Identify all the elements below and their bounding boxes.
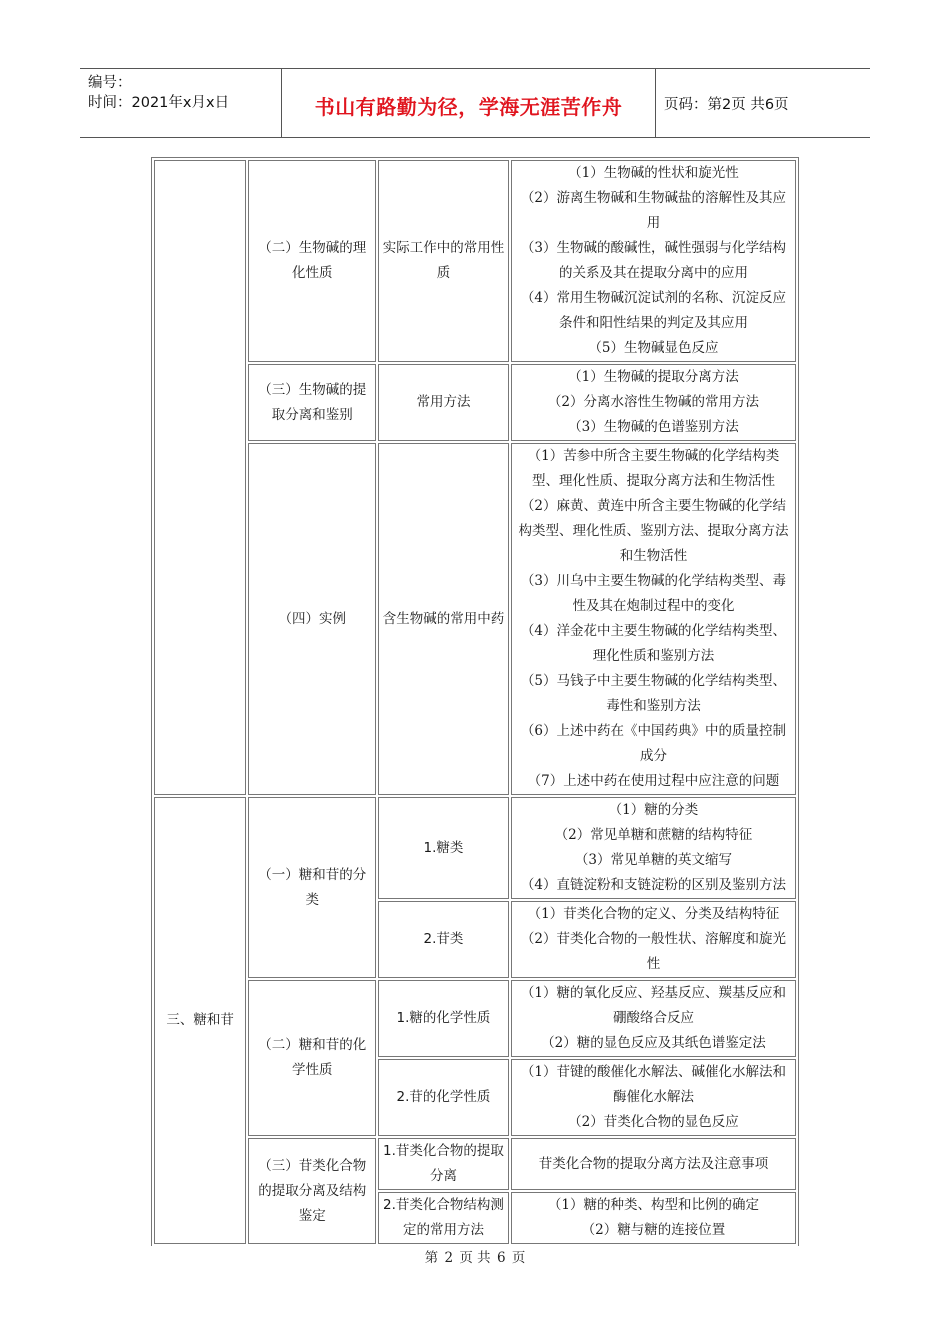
requirement-item: （1）糖的分类 (608, 802, 699, 818)
footer-total-pages: 6 (496, 1250, 506, 1266)
footer-current-page: 2 (444, 1250, 454, 1266)
header-motto: 书山有路勤为径，学海无涯苦作舟 (314, 95, 623, 119)
requirement-item: （2）糖的显色反应及其纸色谱鉴定法 (541, 1035, 766, 1051)
subsection-title-cell: （四）实例 (248, 443, 376, 795)
table-row (154, 797, 796, 899)
subsection-title-cell: （一）糖和苷的分类 (248, 797, 376, 978)
requirement-item: （1）苷类化合物的定义、分类及结构特征 (527, 906, 780, 922)
requirements-cell (511, 364, 796, 441)
requirement-item: （2）糖与糖的连接位置 (581, 1222, 726, 1238)
table-row (154, 443, 796, 795)
header-page-number: 页码：第2页 共6页 (664, 97, 789, 113)
requirement-item: 苷类化合物的提取分离方法及注意事项 (538, 1155, 769, 1172)
topic-name-cell: 常用方法 (378, 364, 509, 441)
topic-name-cell: 2.苷类 (378, 901, 509, 978)
requirement-item: （6）上述中药在《中国药典》中的质量控制成分 (520, 723, 786, 764)
header-meta (88, 73, 229, 113)
requirement-item: （7）上述中药在使用过程中应注意的问题 (527, 773, 780, 789)
table-row (154, 1138, 796, 1190)
requirement-item: （1）生物碱的性状和旋光性 (568, 165, 739, 181)
requirement-item: （2）苷类化合物的一般性状、溶解度和旋光性 (520, 931, 786, 972)
requirement-item: （1）苦参中所含主要生物碱的化学结构类型、理化性质、提取分离方法和生物活性 (527, 448, 780, 489)
requirement-item: （2）常见单糖和蔗糖的结构特征 (554, 827, 753, 843)
requirement-item: （1）苷键的酸催化水解法、碱催化水解法和酶催化水解法 (520, 1064, 786, 1105)
requirement-item: （1）糖的种类、构型和比例的确定 (547, 1197, 759, 1213)
requirement-item: （2）游离生物碱和生物碱盐的溶解性及其应用 (520, 190, 786, 231)
requirement-item: （1）生物碱的提取分离方法 (568, 369, 739, 385)
requirement-item: （3）生物碱的酸碱性，碱性强弱与化学结构的关系及其在提取分离中的应用 (520, 240, 786, 281)
requirements-cell (511, 901, 796, 978)
topic-name-cell: 实际工作中的常用性质 (378, 160, 509, 362)
topic-name-cell: 1.苷类化合物的提取分离 (378, 1138, 509, 1190)
requirement-item: （4）常用生物碱沉淀试剂的名称、沉淀反应条件和阳性结果的判定及其应用 (520, 290, 786, 331)
subsection-title-cell: （二）生物碱的理化性质 (248, 160, 376, 362)
section-title-cell (154, 160, 246, 795)
page-footer (0, 1246, 950, 1266)
topic-name-cell: 1.糖的化学性质 (378, 980, 509, 1057)
page-header (80, 68, 870, 138)
requirement-item: （4）洋金花中主要生物碱的化学结构类型、理化性质和鉴别方法 (520, 623, 786, 664)
requirement-item: （2）麻黄、黄连中所含主要生物碱的化学结构类型、理化性质、鉴别方法、提取分离方法和生物活性 (518, 498, 789, 564)
topic-name-cell: 2.苷的化学性质 (378, 1059, 509, 1136)
requirement-item: （2）分离水溶性生物碱的常用方法 (547, 394, 759, 410)
syllabus-table (151, 157, 799, 1246)
header-divider (655, 69, 656, 137)
requirements-cell (511, 1138, 796, 1190)
requirement-item: （1）糖的氧化反应、羟基反应、羰基反应和硼酸络合反应 (520, 985, 786, 1026)
requirements-cell (511, 1059, 796, 1136)
footer-middle: 页 共 (459, 1250, 491, 1266)
requirement-item: （3）常见单糖的英文缩写 (574, 852, 732, 868)
requirement-item: （5）马钱子中主要生物碱的化学结构类型、毒性和鉴别方法 (520, 673, 786, 714)
table-row (154, 364, 796, 441)
footer-suffix: 页 (511, 1250, 526, 1266)
syllabus-table-body (154, 160, 796, 1244)
subsection-title-cell: （三）苷类化合物的提取分离及结构鉴定 (248, 1138, 376, 1244)
requirements-cell (511, 443, 796, 795)
requirement-item: （3）川乌中主要生物碱的化学结构类型、毒性及其在炮制过程中的变化 (520, 573, 786, 614)
topic-name-cell: 2.苷类化合物结构测定的常用方法 (378, 1192, 509, 1244)
requirement-item: （4）直链淀粉和支链淀粉的区别及鉴别方法 (520, 877, 786, 893)
requirements-cell (511, 1192, 796, 1244)
document-time-label: 时间：2021年x月x日 (88, 95, 230, 111)
topic-name-cell: 含生物碱的常用中药 (378, 443, 509, 795)
requirements-cell (511, 797, 796, 899)
document-number-label: 编号： (88, 75, 132, 91)
footer-prefix: 第 (424, 1250, 439, 1266)
table-row (154, 160, 796, 362)
subsection-title-cell: （二）糖和苷的化学性质 (248, 980, 376, 1136)
table-row (154, 980, 796, 1057)
requirements-cell (511, 980, 796, 1057)
requirements-cell (511, 160, 796, 362)
section-title-cell: 三、糖和苷 (154, 797, 246, 1244)
requirement-item: （2）苷类化合物的显色反应 (568, 1114, 739, 1130)
topic-name-cell: 1.糖类 (378, 797, 509, 899)
subsection-title-cell: （三）生物碱的提取分离和鉴别 (248, 364, 376, 441)
requirement-item: （3）生物碱的色谱鉴别方法 (568, 419, 739, 435)
requirement-item: （5）生物碱显色反应 (588, 340, 719, 356)
